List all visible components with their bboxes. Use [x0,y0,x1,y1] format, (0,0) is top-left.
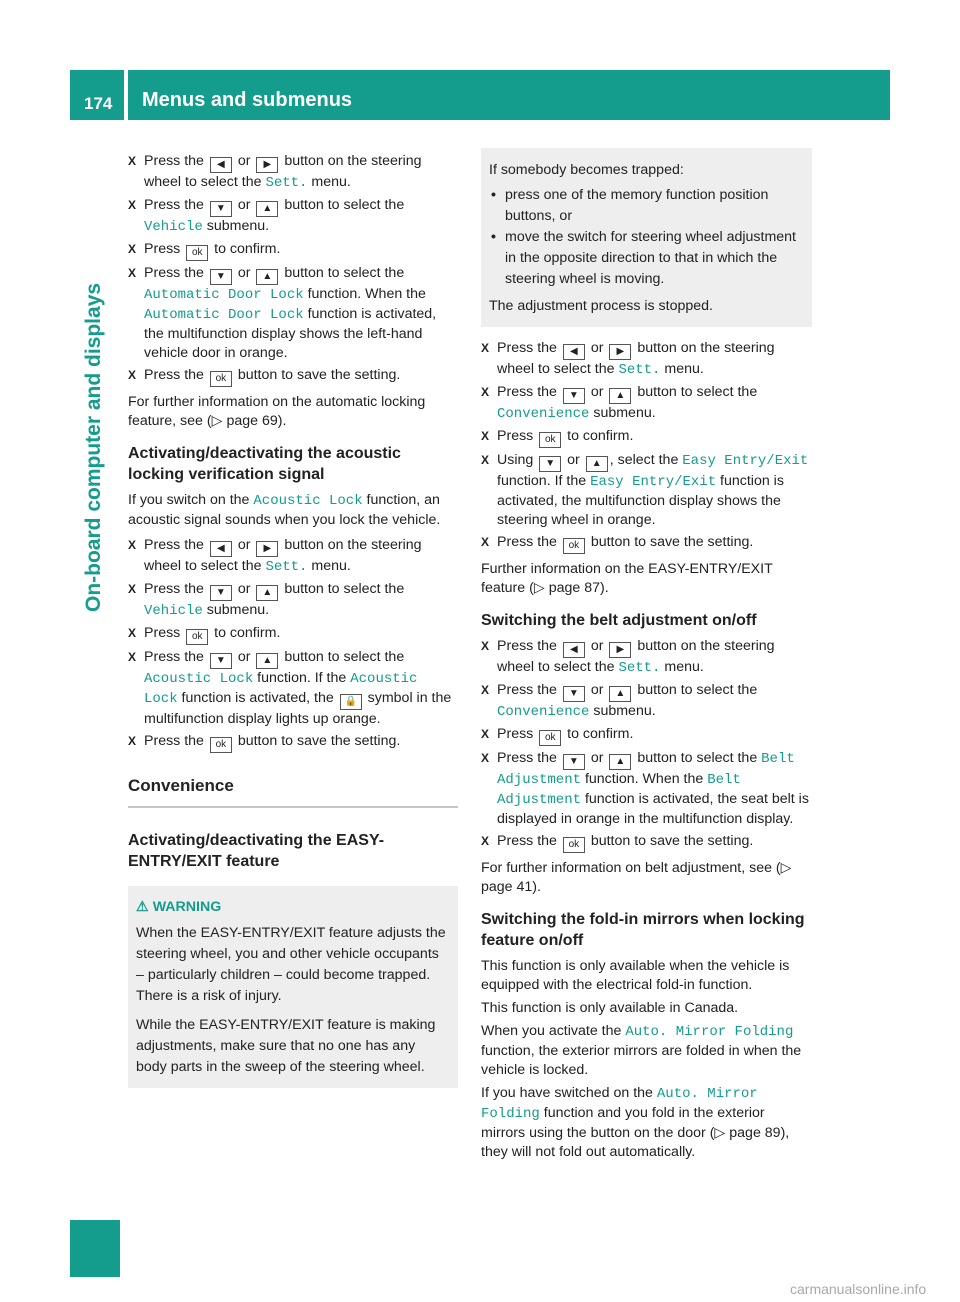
easy-further: Further information on the EASY-ENTRY/EXIT feature (▷ page 87). [481,561,773,596]
menu-term: Convenience [497,704,590,720]
arrow-key-icon: ▼ [563,754,585,770]
instruction-step [128,366,458,387]
instruction-step [128,536,458,577]
step-text: menu. [307,558,351,574]
arrow-key-icon: ▲ [609,754,631,770]
step-text: If you switch on the [128,492,254,508]
step-text: function. When the [303,286,426,302]
step-text: button to select the [280,581,405,597]
easy-heading: Activating/deactivating the EASY-ENTRY/EXIT feature [128,832,385,870]
easy-steps [481,339,812,554]
right-column [481,152,812,1162]
step-text: function. If the [497,473,591,489]
arrow-key-icon: ▼ [210,585,232,601]
bullet-icon: • [491,229,496,245]
arrow-key-icon: ▲ [256,653,278,669]
step-text: Press the [497,340,561,356]
convenience-heading: Convenience [128,775,458,808]
step-text: to confirm. [563,428,634,444]
step-text: to confirm. [210,241,281,257]
warning-title-label: WARNING [152,899,222,915]
menu-term: Convenience [497,406,590,422]
step-text: button to select the [633,384,758,400]
arrow-key-icon: ◀ [210,541,232,557]
trapped-bullet [489,185,802,227]
mirror-p4 [481,1084,812,1162]
step-text: submenu. [589,405,656,421]
header-divider [124,70,128,120]
step-text: or [586,340,608,356]
arrow-key-icon: ▶ [609,344,631,360]
step-text: If you have switched on the [481,1085,657,1101]
step-text: to confirm. [210,625,281,641]
left-column [128,152,458,1088]
step-text: Press [497,428,538,444]
page-title: Menus and submenus [142,89,353,111]
belt-heading: Switching the belt adjustment on/off [481,612,757,629]
arrow-key-icon: ▼ [563,686,585,702]
step-text: submenu. [202,218,270,234]
step-text: button on the steering wheel to select the [497,638,775,675]
menu-term: Sett. [265,175,308,191]
side-block [70,1220,120,1277]
ok-key-icon: ok [210,737,232,753]
step-marker-icon: X [128,582,137,596]
belt-further: For further information on belt adjustment, see (▷ page 41). [481,860,792,895]
menu-term: Sett. [618,362,661,378]
menu-term: Automatic Door Lock [144,287,304,303]
instruction-step [481,749,812,829]
step-text: or [233,649,255,665]
menu-term: Vehicle [144,219,203,235]
warning-box [128,886,458,1088]
step-marker-icon: X [128,650,137,664]
step-text: button to save the setting. [586,534,754,550]
acoustic-intro [128,491,458,530]
arrow-key-icon: ▲ [256,201,278,217]
step-text: or [586,638,608,654]
step-marker-icon: X [128,368,137,382]
arrow-key-icon: ▼ [539,456,561,472]
mirror-p2: This function is only available in Canada. [481,1000,739,1016]
instruction-step [128,240,458,261]
instruction-step [128,580,458,621]
instruction-step [128,264,458,363]
side-title: On-board computer and displays [82,282,105,612]
step-text: to confirm. [563,726,634,742]
arrow-key-icon: ◀ [563,344,585,360]
mirror-p1: This function is only available when the vehicle is equipped with the electrical fold-in function. [481,958,790,993]
trapped-box [481,148,812,327]
ok-key-icon: ok [539,730,561,746]
intro-steps [128,152,458,387]
instruction-step [481,383,812,424]
instruction-step [481,339,812,380]
step-text: Press the [497,638,561,654]
step-text: or [233,581,255,597]
bullet-text: press one of the memory function position buttons, or [505,187,769,224]
step-text: Press the [144,367,208,383]
step-text: Press the [144,197,208,213]
watermark: carmanualsonline.info [790,1281,927,1297]
instruction-step [481,451,812,530]
step-text: button on the steering wheel to select the [144,537,422,574]
step-text: Press [497,726,538,742]
trapped-end: The adjustment process is stopped. [489,298,713,314]
arrow-key-icon: ▲ [609,686,631,702]
step-marker-icon: X [481,535,490,549]
further-info: For further information on the automatic locking feature, see (▷ page 69). [128,394,426,429]
step-marker-icon: X [128,266,137,280]
step-text: function is activated, the [177,690,338,706]
arrow-key-icon: ▶ [609,642,631,658]
instruction-step [481,681,812,722]
step-text: submenu. [202,602,270,618]
step-marker-icon: X [481,683,490,697]
instruction-step [128,196,458,237]
step-text: function. When the [581,771,708,787]
step-marker-icon: X [481,727,490,741]
step-marker-icon: X [481,751,490,765]
arrow-key-icon: ◀ [563,642,585,658]
step-text: function, the exterior mirrors are folded in when the vehicle is locked. [481,1043,802,1078]
instruction-step [128,624,458,645]
step-marker-icon: X [481,341,490,355]
step-text: button on the steering wheel to select the [497,340,775,377]
step-text: submenu. [589,703,656,719]
bullet-text: move the switch for steering wheel adjustment in the opposite direction to that in which the steering wheel is moving. [505,229,796,287]
step-text: Press the [144,265,208,281]
step-text: or [586,750,608,766]
step-text: Press the [497,682,561,698]
step-marker-icon: X [128,538,137,552]
warning-p2: While the EASY-ENTRY/EXIT feature is making adjustments, make sure that no one has any body parts in the sweep of the steering wheel. [136,1017,436,1075]
warning-icon: ⚠ [136,899,149,915]
lock-icon: 🔒 [340,694,362,710]
arrow-key-icon: ▼ [563,388,585,404]
menu-term: Acoustic Lock [253,493,363,509]
menu-term: Easy Entry/Exit [682,453,809,469]
instruction-step [128,732,458,753]
step-text: , select the [609,452,683,468]
step-marker-icon: X [128,626,137,640]
step-text: function is activated, the multifunction display shows the steering wheel in orange. [497,473,784,528]
bullet-icon: • [491,187,496,203]
menu-term: Sett. [265,559,308,575]
step-marker-icon: X [128,734,137,748]
ok-key-icon: ok [539,432,561,448]
step-text: Press the [497,534,561,550]
ok-key-icon: ok [563,837,585,853]
step-marker-icon: X [481,639,490,653]
instruction-step [481,832,812,853]
step-text: button to select the [633,750,762,766]
step-text: button to select the [280,265,405,281]
instruction-step [481,637,812,678]
step-marker-icon: X [128,242,137,256]
warning-p1: When the EASY-ENTRY/EXIT feature adjusts the steering wheel, you and other vehicle occupants – particularly children – could become trapped. There is a risk of injury. [136,925,446,1004]
menu-term: Belt Adjustment [497,772,741,808]
step-text: button to save the setting. [233,733,401,749]
step-text: or [563,452,584,468]
arrow-key-icon: ▲ [609,388,631,404]
menu-term: Acoustic Lock [144,671,418,707]
page-number: 174 [84,94,113,113]
menu-term: Automatic Door Lock [144,307,304,323]
step-text: button on the steering wheel to select the [144,153,422,190]
step-text: symbol in the multifunction display lights up orange. [144,690,452,727]
arrow-key-icon: ▼ [210,653,232,669]
step-text: Press the [144,581,208,597]
step-text: Using [497,452,538,468]
menu-term: Vehicle [144,603,203,619]
instruction-step [481,533,812,554]
ok-key-icon: ok [210,371,232,387]
arrow-key-icon: ▲ [586,456,608,472]
step-text: function is activated, the seat belt is displayed in orange in the multifunction display. [497,791,809,827]
step-marker-icon: X [481,385,490,399]
step-text: button to select the [633,682,758,698]
header-bar [70,70,890,120]
menu-term: Auto. Mirror Folding [625,1024,794,1040]
acoustic-steps [128,536,458,753]
arrow-key-icon: ◀ [210,157,232,173]
step-text: or [233,265,255,281]
menu-term: Acoustic Lock [144,671,254,687]
step-text: or [233,197,255,213]
instruction-step [128,648,458,729]
step-text: Press [144,241,185,257]
trapped-bullet [489,227,802,290]
arrow-key-icon: ▶ [256,541,278,557]
arrow-key-icon: ▲ [256,269,278,285]
arrow-key-icon: ▲ [256,585,278,601]
step-text: button to save the setting. [233,367,401,383]
step-text: Press [144,625,185,641]
instruction-step [481,725,812,746]
step-text: function and you fold in the exterior mirrors using the button on the door (▷ page 89), they will not fold out automatically. [481,1105,790,1160]
step-text: or [586,682,608,698]
arrow-key-icon: ▼ [210,201,232,217]
ok-key-icon: ok [186,245,208,261]
step-text: function is activated, the multifunction display shows the left-hand vehicle door in orange. [144,306,437,361]
step-text: button to select the [280,197,405,213]
step-text: Press the [144,537,208,553]
ok-key-icon: ok [563,538,585,554]
warning-title [136,898,448,917]
step-text: button to select the [280,649,405,665]
step-text: function. If the [253,670,351,686]
step-text: When you activate the [481,1023,626,1039]
step-marker-icon: X [128,154,137,168]
step-text: or [233,537,255,553]
step-text: or [586,384,608,400]
arrow-key-icon: ▼ [210,269,232,285]
step-text: function, an acoustic signal sounds when you lock the vehicle. [128,492,441,528]
step-text: Press the [497,384,561,400]
step-text: button to save the setting. [586,833,754,849]
step-text: Press the [144,153,208,169]
menu-term: Sett. [618,660,661,676]
arrow-key-icon: ▶ [256,157,278,173]
step-text: menu. [660,361,704,377]
menu-term: Easy Entry/Exit [590,474,717,490]
trapped-title: If somebody becomes trapped: [489,162,684,178]
acoustic-heading: Activating/deactivating the acoustic locking verification signal [128,445,401,483]
mirror-heading: Switching the fold-in mirrors when locking feature on/off [481,911,805,949]
instruction-step [128,152,458,193]
ok-key-icon: ok [186,629,208,645]
step-text: or [233,153,255,169]
step-text: Press the [144,733,208,749]
step-text: menu. [307,174,351,190]
step-marker-icon: X [481,834,490,848]
step-text: Press the [497,833,561,849]
menu-term: Auto. Mirror Folding [481,1086,758,1122]
step-text: menu. [660,659,704,675]
mirror-p3 [481,1022,812,1080]
step-text: Press the [144,649,208,665]
belt-steps [481,637,812,853]
step-text: Press the [497,750,561,766]
menu-term: Belt Adjustment [497,751,795,788]
step-marker-icon: X [481,429,490,443]
instruction-step [481,427,812,448]
step-marker-icon: X [481,453,490,467]
step-marker-icon: X [128,198,137,212]
